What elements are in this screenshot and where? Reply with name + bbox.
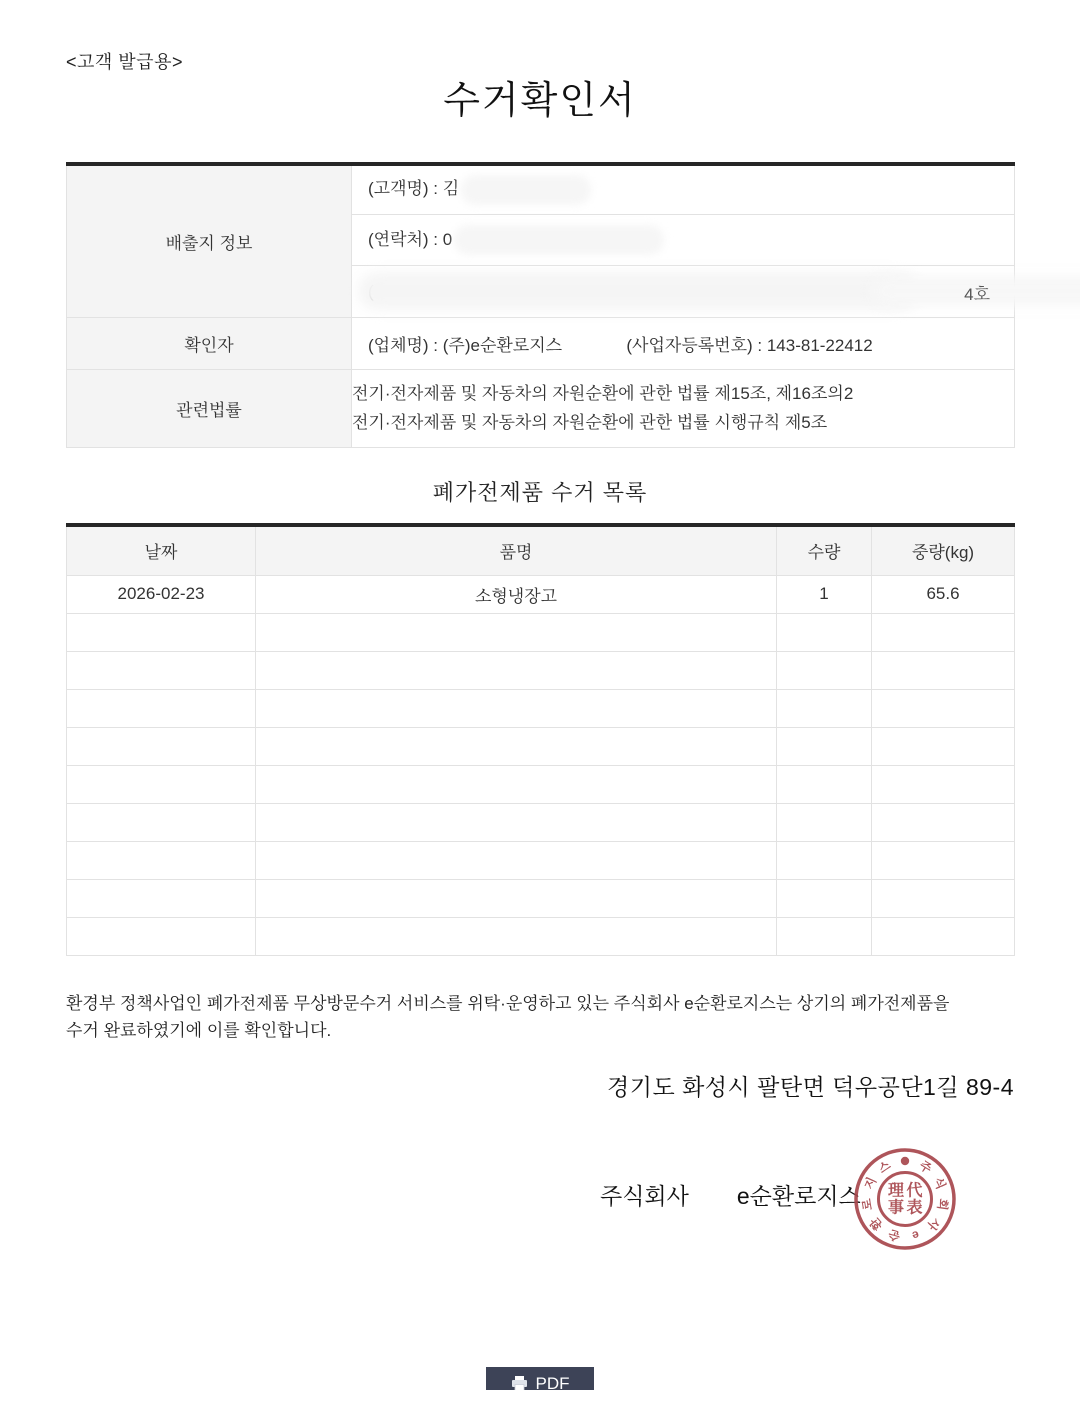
table-cell: 65.6 [872, 575, 1015, 613]
empty-table-cell [67, 917, 256, 955]
empty-table-cell [872, 765, 1015, 803]
empty-table-row [67, 879, 1015, 917]
svg-text:로: 로 [859, 1197, 876, 1212]
pdf-button[interactable] [486, 1367, 594, 1390]
svg-text:사: 사 [924, 1214, 943, 1233]
svg-text:代: 代 [906, 1182, 923, 1200]
empty-table-cell [872, 841, 1015, 879]
column-header: 중량(kg) [872, 525, 1015, 575]
address-cell [352, 266, 1015, 318]
empty-table-cell [256, 841, 777, 879]
page-title: 수거확인서 [443, 80, 637, 122]
customer-name-fragment: 김 [442, 179, 460, 199]
table-row [67, 575, 1015, 613]
empty-table-row [67, 765, 1015, 803]
row-label-confirmer: 확인자 [67, 318, 352, 370]
empty-table-cell [67, 727, 256, 765]
confirmer-cell [352, 318, 1015, 370]
empty-table-cell [872, 651, 1015, 689]
svg-text:事: 事 [887, 1199, 905, 1217]
svg-text:지: 지 [861, 1175, 880, 1192]
svg-text:e: e [910, 1227, 921, 1244]
pdf-button-label: PDF [535, 1374, 570, 1390]
customer-name-cell [352, 164, 1015, 215]
empty-table-cell [777, 613, 872, 651]
customer-name-prefix: (고객명) : [368, 179, 443, 199]
section-title-collection-list: 폐가전제품 수거 목록 [432, 480, 648, 505]
svg-text:회: 회 [934, 1197, 951, 1212]
redaction-smudge [358, 272, 918, 310]
table-cell: 1 [777, 575, 872, 613]
empty-table-cell [777, 689, 872, 727]
empty-table-row [67, 689, 1015, 727]
contact-cell [352, 215, 1015, 266]
company-seal [852, 1146, 958, 1252]
empty-table-cell [777, 803, 872, 841]
empty-table-cell [872, 727, 1015, 765]
law-line-2: 전기·전자제품 및 자동차의 자원순환에 관한 법률 시행규칙 제5조 [352, 412, 828, 432]
empty-table-cell [256, 651, 777, 689]
company-seal-stamp-icon [852, 1146, 958, 1252]
empty-table-cell [256, 917, 777, 955]
empty-table-cell [777, 765, 872, 803]
empty-table-cell [872, 917, 1015, 955]
svg-text:理: 理 [887, 1182, 905, 1200]
row-label-law: 관련법률 [67, 370, 352, 448]
info-table [66, 162, 1015, 449]
statement-line-1: 환경부 정책사업인 폐가전제품 무상방문수거 서비스를 위탁·운영하고 있는 주식회사 e순환로지스는 상기의 폐가전제품을 [66, 993, 950, 1013]
empty-table-cell [67, 765, 256, 803]
empty-table-cell [67, 613, 256, 651]
empty-table-cell [777, 841, 872, 879]
column-header: 수량 [777, 525, 872, 575]
empty-table-cell [872, 613, 1015, 651]
empty-table-cell [67, 841, 256, 879]
svg-text:주: 주 [916, 1158, 935, 1177]
redaction-smudge [461, 175, 591, 205]
table-cell: 소형냉장고 [256, 575, 777, 613]
company-prefix: 주식회사 [600, 1183, 689, 1209]
empty-table-row [67, 803, 1015, 841]
empty-table-cell [67, 689, 256, 727]
svg-text:스: 스 [875, 1158, 894, 1177]
empty-table-row [67, 613, 1015, 651]
empty-table-cell [67, 879, 256, 917]
confirmer-bizno: (사업자등록번호) : 143-81-22412 [626, 336, 873, 355]
empty-table-cell [872, 803, 1015, 841]
confirmation-statement [66, 990, 1014, 1045]
company-address: 경기도 화성시 팔탄면 덕우공단1길 89-4 [607, 1073, 1014, 1100]
empty-table-row [67, 727, 1015, 765]
column-header: 품명 [256, 525, 777, 575]
empty-table-cell [256, 879, 777, 917]
column-header: 날짜 [67, 525, 256, 575]
empty-table-cell [777, 879, 872, 917]
contact-fragment: 0 [442, 229, 453, 249]
empty-table-cell [777, 727, 872, 765]
svg-text:表: 表 [906, 1199, 923, 1217]
collection-table [66, 523, 1015, 956]
table-header-row [67, 525, 1015, 575]
table-cell: 2026-02-23 [67, 575, 256, 613]
empty-table-row [67, 841, 1015, 879]
pdf-button-clip [486, 1367, 594, 1390]
empty-table-cell [872, 879, 1015, 917]
empty-table-cell [256, 613, 777, 651]
empty-table-row [67, 917, 1015, 955]
empty-table-cell [256, 689, 777, 727]
svg-text:식: 식 [930, 1175, 949, 1192]
empty-table-cell [256, 803, 777, 841]
signature-line [600, 1178, 861, 1211]
contact-prefix: (연락처) : [368, 229, 443, 249]
empty-table-cell [256, 765, 777, 803]
empty-table-cell [67, 803, 256, 841]
empty-table-row [67, 651, 1015, 689]
confirmer-company: (업체명) : (주)e순환로지스 [368, 336, 563, 355]
empty-table-cell [256, 727, 777, 765]
doc-tag: <고객 발급용> [66, 52, 183, 72]
svg-text:환: 환 [867, 1214, 886, 1233]
printer-icon [511, 1376, 528, 1390]
company-name: e순환로지스 [736, 1183, 861, 1209]
redaction-smudge [454, 225, 664, 255]
address-fragment-right: 4호 [964, 285, 990, 304]
law-line-1: 전기·전자제품 및 자동차의 자원순환에 관한 법률 제15조, 제16조의2 [352, 384, 854, 404]
svg-text:순: 순 [886, 1227, 902, 1244]
row-label-emitter: 배출지 정보 [67, 164, 352, 318]
empty-table-cell [67, 651, 256, 689]
empty-table-cell [777, 917, 872, 955]
statement-line-2: 수거 완료하였기에 이를 확인합니다. [66, 1021, 332, 1041]
law-cell [352, 370, 1015, 448]
empty-table-cell [777, 651, 872, 689]
empty-table-cell [872, 689, 1015, 727]
